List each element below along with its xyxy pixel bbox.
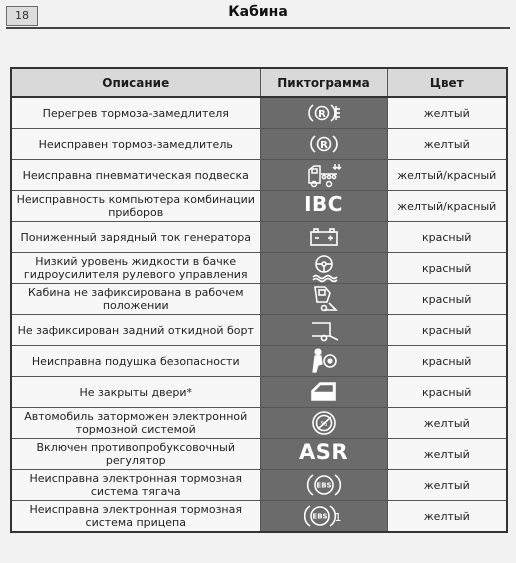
table-row bbox=[11, 408, 507, 439]
table-row bbox=[11, 160, 507, 191]
row-icon-cell bbox=[260, 315, 387, 346]
steering-fluid-icon bbox=[304, 253, 344, 283]
table-row bbox=[11, 439, 507, 470]
row-icon-cell bbox=[260, 346, 387, 377]
column-header-icon: Пиктограмма bbox=[260, 68, 387, 97]
row-color: красный bbox=[387, 284, 507, 315]
row-description: Неисправна электронная тормозная система тягача bbox=[11, 470, 260, 501]
table-row bbox=[11, 222, 507, 253]
ebs-brake-icon bbox=[304, 409, 344, 437]
table-row bbox=[11, 315, 507, 346]
row-icon-cell bbox=[260, 97, 387, 129]
row-description: Низкий уровень жидкости в бачке гидроусилителя рулевого управления bbox=[11, 253, 260, 284]
table-row bbox=[11, 501, 507, 533]
table-row bbox=[11, 346, 507, 377]
table-row bbox=[11, 470, 507, 501]
asr-icon: ASR bbox=[298, 440, 349, 464]
row-icon-cell bbox=[260, 191, 387, 222]
row-icon-cell bbox=[260, 501, 387, 533]
table-row bbox=[11, 377, 507, 408]
row-icon-cell bbox=[260, 253, 387, 284]
table-row bbox=[11, 253, 507, 284]
svg-text:EBS: EBS bbox=[311, 512, 328, 521]
row-color: красный bbox=[387, 346, 507, 377]
row-description: Пониженный зарядный ток генератора bbox=[11, 222, 260, 253]
row-color: желтый bbox=[387, 501, 507, 533]
page-title: Кабина bbox=[228, 4, 288, 20]
table-row bbox=[11, 129, 507, 160]
row-description: Неисправность компьютера комбинации приборов bbox=[11, 191, 260, 222]
row-icon-cell bbox=[260, 129, 387, 160]
header-divider bbox=[6, 27, 510, 29]
row-icon-cell bbox=[260, 160, 387, 191]
row-icon-cell bbox=[260, 222, 387, 253]
page-header bbox=[0, 0, 516, 30]
row-icon-cell bbox=[260, 284, 387, 315]
row-description: Не закрыты двери* bbox=[11, 377, 260, 408]
row-color: красный bbox=[387, 222, 507, 253]
row-color: желтый bbox=[387, 408, 507, 439]
row-description: Неисправна пневматическая подвеска bbox=[11, 160, 260, 191]
table-header-row bbox=[11, 68, 507, 97]
column-header-color: Цвет bbox=[387, 68, 507, 97]
ibc-icon: IBC bbox=[304, 192, 343, 216]
row-description: Неисправна электронная тормозная система прицепа bbox=[11, 501, 260, 533]
air-suspension-icon bbox=[304, 161, 344, 189]
row-color: красный bbox=[387, 377, 507, 408]
row-color: желтый/красный bbox=[387, 160, 507, 191]
row-color: желтый bbox=[387, 97, 507, 129]
door-open-icon bbox=[304, 379, 344, 405]
row-description: Кабина не зафиксирована в рабочем положении bbox=[11, 284, 260, 315]
svg-text:EBS: EBS bbox=[315, 481, 332, 490]
svg-text:R: R bbox=[317, 109, 326, 120]
row-color: красный bbox=[387, 315, 507, 346]
row-description: Неисправна подушка безопасности bbox=[11, 346, 260, 377]
battery-icon bbox=[304, 225, 344, 249]
retarder-overheat-icon bbox=[304, 100, 344, 126]
row-icon-cell bbox=[260, 377, 387, 408]
cab-tilt-icon bbox=[304, 284, 344, 314]
row-icon-cell bbox=[260, 408, 387, 439]
ebs-trailer-icon bbox=[304, 502, 344, 530]
svg-text:R: R bbox=[319, 140, 328, 151]
row-description: Автомобиль заторможен электронной тормозной системой bbox=[11, 408, 260, 439]
svg-text:%: % bbox=[320, 420, 327, 428]
row-color: желтый bbox=[387, 439, 507, 470]
indicator-table bbox=[10, 67, 508, 533]
row-icon-cell bbox=[260, 470, 387, 501]
row-color: красный bbox=[387, 253, 507, 284]
ebs-tractor-icon bbox=[304, 471, 344, 499]
table-row bbox=[11, 191, 507, 222]
table-row bbox=[11, 284, 507, 315]
svg-text:1: 1 bbox=[334, 511, 341, 524]
row-description: Перегрев тормоза-замедлителя bbox=[11, 97, 260, 129]
table-row bbox=[11, 97, 507, 129]
row-description: Неисправен тормоз-замедлитель bbox=[11, 129, 260, 160]
column-header-description: Описание bbox=[11, 68, 260, 97]
row-description: Не зафиксирован задний откидной борт bbox=[11, 315, 260, 346]
indicator-table-container bbox=[10, 67, 506, 533]
row-icon-cell bbox=[260, 439, 387, 470]
row-color: желтый/красный bbox=[387, 191, 507, 222]
row-color: желтый bbox=[387, 129, 507, 160]
tailgate-icon bbox=[304, 316, 344, 344]
row-description: Включен противопробуксовочный регулятор bbox=[11, 439, 260, 470]
retarder-fault-icon bbox=[304, 131, 344, 157]
page-number: 18 bbox=[6, 6, 38, 26]
airbag-icon bbox=[304, 347, 344, 375]
row-color: желтый bbox=[387, 470, 507, 501]
